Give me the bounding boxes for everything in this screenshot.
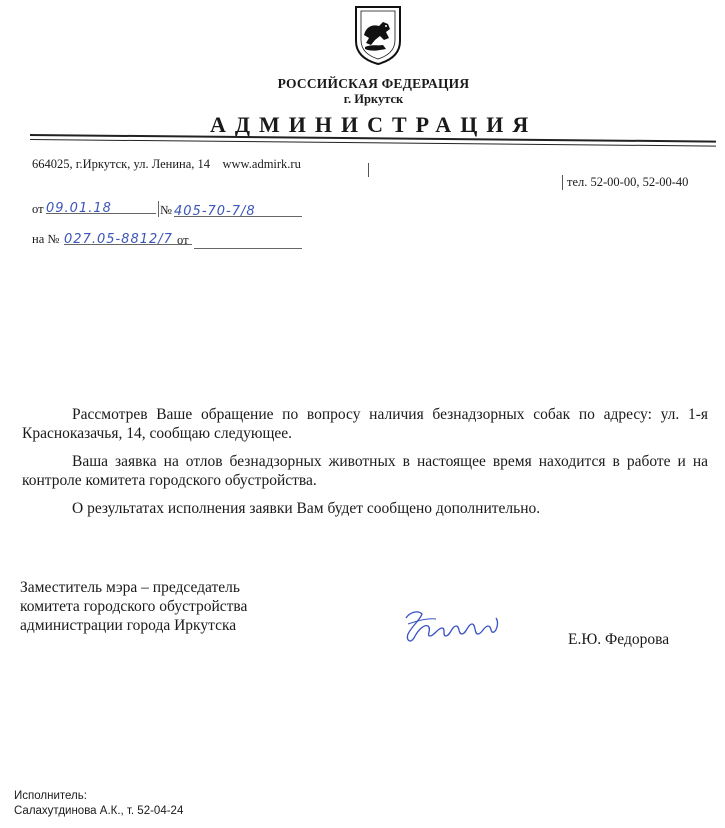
- outgoing-number-field: [174, 202, 302, 217]
- postal-address: 664025, г.Иркутск, ул. Ленина, 14: [32, 157, 210, 171]
- city-name: г. Иркутск: [343, 92, 404, 106]
- executor-label: Исполнитель:: [14, 790, 87, 802]
- reference-label: на №: [32, 232, 60, 246]
- coat-of-arms-icon: [353, 5, 403, 65]
- executor-contact: Салахутдинова А.К., т. 52-04-24: [14, 805, 184, 817]
- position-line: комитета городского обустройства: [20, 598, 248, 615]
- document-heading: АДМИНИСТРАЦИЯ: [210, 112, 538, 137]
- number-label-wrap: [160, 201, 172, 219]
- signatory-name: Е.Ю. Федорова: [568, 631, 670, 648]
- outgoing-number: 405-70-7/8: [174, 204, 256, 219]
- reference-date-field: [194, 234, 302, 249]
- incoming-reference: [32, 230, 59, 248]
- reference-from-wrap: [177, 231, 189, 249]
- position-line: администрации города Иркутска: [20, 617, 237, 634]
- signatory-position: [20, 578, 247, 635]
- body-paragraph-1: [22, 405, 708, 443]
- address-line: [32, 157, 301, 172]
- body-paragraph-3: [22, 499, 708, 518]
- reference-number-field: [64, 230, 192, 245]
- outgoing-registration: [32, 200, 44, 218]
- address-divider: [368, 163, 369, 177]
- paragraph-text: Ваша заявка на отлов безнадзорных животных в настоящее время находится в работе и на контроле комитета городского обустройства.: [22, 453, 708, 489]
- phone-numbers: тел. 52-00-00, 52-00-40: [562, 175, 688, 190]
- outgoing-date: 09.01.18: [46, 201, 112, 216]
- body-paragraph-2: [22, 452, 708, 490]
- country-name: РОССИЙСКАЯ ФЕДЕРАЦИЯ: [277, 76, 470, 91]
- website-link: www.admirk.ru: [222, 157, 301, 171]
- number-label: №: [160, 203, 172, 217]
- reference-from-label: от: [177, 233, 189, 247]
- reference-number: 027.05-8812/7: [64, 232, 173, 247]
- outgoing-date-field: [46, 199, 156, 214]
- paragraph-text: Рассмотрев Ваше обращение по вопросу наличия безнадзорных собак по адресу: ул. 1-я Красноказачья, 14, сообщаю следующее.: [22, 406, 708, 442]
- from-label: от: [32, 202, 44, 216]
- field-divider: [158, 201, 159, 217]
- paragraph-text: О результатах исполнения заявки Вам будет сообщено дополнительно.: [72, 500, 541, 517]
- executor-block: [14, 789, 183, 819]
- position-line: Заместитель мэра – председатель: [20, 579, 240, 596]
- handwritten-signature: [400, 604, 505, 654]
